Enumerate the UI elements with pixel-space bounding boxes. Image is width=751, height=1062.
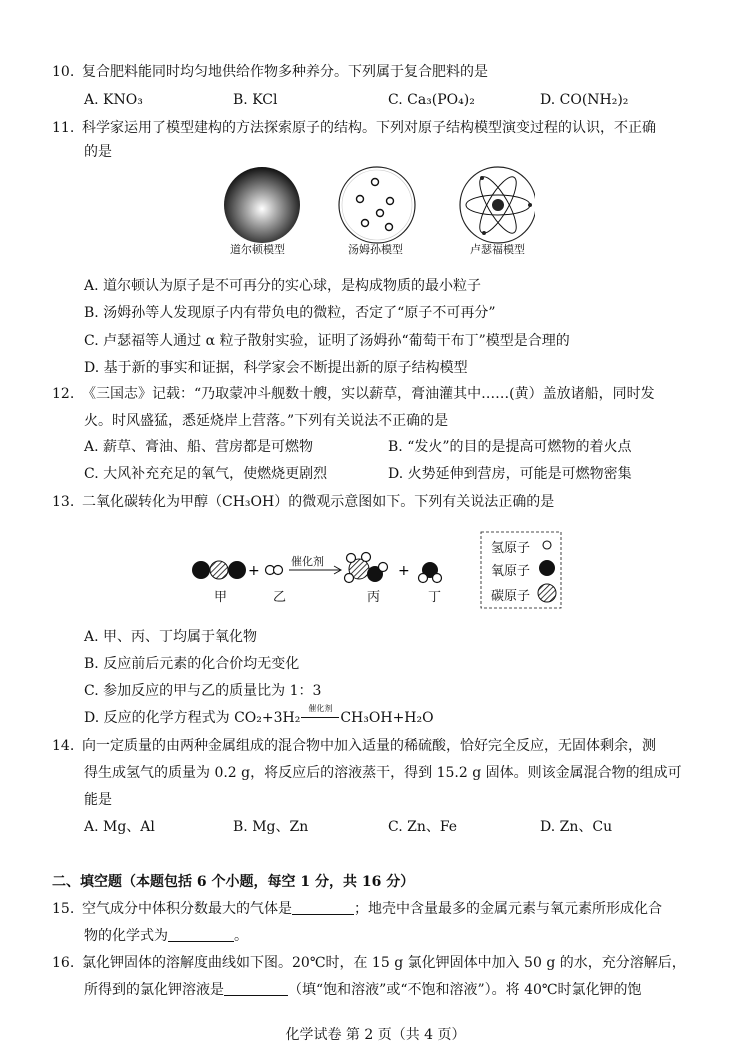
q11-stem-cont: 的是 <box>84 144 112 160</box>
q10-stem-text: 复合肥料能同时均匀地供给作物多种养分。下列属于复合肥料的是 <box>82 64 488 80</box>
q12-option-b: B. “发火”的目的是提高可燃物的着火点 <box>388 439 632 455</box>
svg-text:+: + <box>398 563 410 579</box>
q16-text-3: （填“饱和溶液”或“不饱和溶液”）。将 40℃时氯化钾的饱 <box>288 982 642 998</box>
legend-o-symbol <box>539 560 555 576</box>
q14-option-d: D. Zn、Cu <box>540 819 613 835</box>
q15-stem-cont <box>84 926 248 946</box>
q11-option-d: D. 基于新的事实和证据，科学家会不断提出新的原子结构模型 <box>84 360 468 376</box>
q15-stem <box>52 899 662 919</box>
q14-option-b: B. Mg、Zn <box>233 819 309 835</box>
nucleus <box>492 199 504 211</box>
q16-number: 16. <box>52 955 75 971</box>
q10-option-b: B. KCl <box>233 92 278 108</box>
label-ding: 丁 <box>428 590 442 605</box>
q14-stem <box>52 736 656 756</box>
q13-stem <box>52 492 554 512</box>
q16-text-1: 氯化钾固体的溶解度曲线如下图。20℃时，在 15 g 氯化钾固体中加入 50 g 的水，充分溶解后， <box>82 955 686 971</box>
legend-carbon: 碳原子 <box>491 589 531 604</box>
q12-stem-text: 《三国志》记载：“乃取蒙冲斗舰数十艘，实以薪草，膏油灌其中……(黄）盖放诸船，同时发 <box>82 386 655 402</box>
q15-text-4: 。 <box>234 928 248 944</box>
q10-option-d: D. CO(NH₂)₂ <box>540 92 629 108</box>
caption-dalton: 道尔顿模型 <box>230 243 285 256</box>
q12-number: 12. <box>52 386 75 402</box>
q11-stem <box>52 118 656 138</box>
q10-option-a: A. KNO₃ <box>84 92 143 108</box>
q15-text-2: ；地壳中含量最多的金属元素与氧元素所形成化合 <box>354 901 662 917</box>
q13-option-d <box>84 704 434 728</box>
section-title: 二、填空题（本题包括 6 个小题，每空 1 分，共 16 分） <box>52 874 415 890</box>
dalton-model-sphere <box>224 167 300 243</box>
molecule-yi <box>266 566 283 575</box>
q15-blank-2[interactable] <box>168 927 234 942</box>
q11-option-a: A. 道尔顿认为原子是不可再分的实心球，是构成物质的最小粒子 <box>84 278 482 294</box>
reaction-condition-text: 催化剂 <box>308 704 333 713</box>
q13-option-a: A. 甲、丙、丁均属于氧化物 <box>84 629 258 645</box>
q11-option-c: C. 卢瑟福等人通过 α 粒子散射实验，证明了汤姆孙“葡萄干布丁”模型是合理的 <box>84 333 570 349</box>
caption-rutherford: 卢瑟福模型 <box>470 243 525 256</box>
q15-text-3: 物的化学式为 <box>84 928 168 944</box>
q15-text-1: 空气成分中体积分数最大的气体是 <box>82 901 292 917</box>
q16-blank-1[interactable] <box>224 981 288 996</box>
q13-option-b: B. 反应前后元素的化合价均无变化 <box>84 656 300 672</box>
q12-stem-cont: 火。时风盛猛，悉延烧岸上营落。”下列有关说法不正确的是 <box>84 413 449 429</box>
q11-option-b: B. 汤姆孙等人发现原子内有带负电的微粒，否定了“原子不可再分” <box>84 305 496 321</box>
label-yi: 乙 <box>273 590 287 605</box>
q14-option-a: A. Mg、Al <box>84 819 155 835</box>
q13-option-d-prefix: D. 反应的化学方程式为 CO₂+3H₂ <box>84 710 301 726</box>
q12-option-a: A. 薪草、膏油、船、营房都是可燃物 <box>84 439 314 455</box>
q12-stem <box>52 384 655 404</box>
q13-number: 13. <box>52 494 75 510</box>
label-jia: 甲 <box>214 590 228 605</box>
q14-stem-text: 向一定质量的由两种金属组成的混合物中加入适量的稀硫酸，恰好完全反应，无固体剩余，测 <box>82 738 656 754</box>
legend-oxygen: 氧原子 <box>491 564 531 579</box>
q11-number: 11. <box>52 120 75 136</box>
svg-text:+: + <box>248 563 260 579</box>
q11-stem-text: 科学家运用了模型建构的方法探索原子的结构。下列对原子结构模型演变过程的认识，不正确 <box>82 120 656 136</box>
molecule-bing <box>345 553 388 583</box>
molecule-jia <box>192 561 246 579</box>
legend-hydrogen: 氢原子 <box>491 541 531 556</box>
q10-option-c: C. Ca₃(PO₄)₂ <box>388 92 475 108</box>
q16-stem-cont <box>84 980 642 1000</box>
page-footer: 化学试卷 第 2 页（共 4 页） <box>285 1027 466 1043</box>
legend-c-symbol <box>538 584 556 602</box>
q10-number: 10. <box>52 64 75 80</box>
label-bing: 丙 <box>367 590 381 605</box>
q15-number: 15. <box>52 901 75 917</box>
q13-option-d-suffix: CH₃OH+H₂O <box>340 710 434 726</box>
q12-option-c: C. 大风补充充足的氧气，使燃烧更剧烈 <box>84 466 328 482</box>
q16-stem <box>52 953 686 973</box>
q13-stem-text: 二氧化碳转化为甲醇（CH₃OH）的微观示意图如下。下列有关说法正确的是 <box>82 494 555 510</box>
q10-stem <box>52 62 488 82</box>
reaction-condition <box>300 704 340 728</box>
q14-stem-cont1: 得生成氢气的质量为 0.2 g，将反应后的溶液蒸干，得到 15.2 g 固体。则该金属混合物的组成可 <box>84 765 682 781</box>
q13-option-c: C. 参加反应的甲与乙的质量比为 1：3 <box>84 683 322 699</box>
q14-stem-cont2: 能是 <box>84 792 112 808</box>
q14-number: 14. <box>52 738 75 754</box>
catalyst-label: 催化剂 <box>291 555 324 568</box>
molecule-ding <box>419 562 442 583</box>
q12-option-d: D. 火势延伸到营房，可能是可燃物密集 <box>388 466 632 482</box>
legend-h-symbol <box>543 541 551 549</box>
caption-thomson: 汤姆孙模型 <box>348 243 403 256</box>
q16-text-2: 所得到的氯化钾溶液是 <box>84 982 224 998</box>
q15-blank-1[interactable] <box>292 900 354 915</box>
q14-option-c: C. Zn、Fe <box>388 819 458 835</box>
